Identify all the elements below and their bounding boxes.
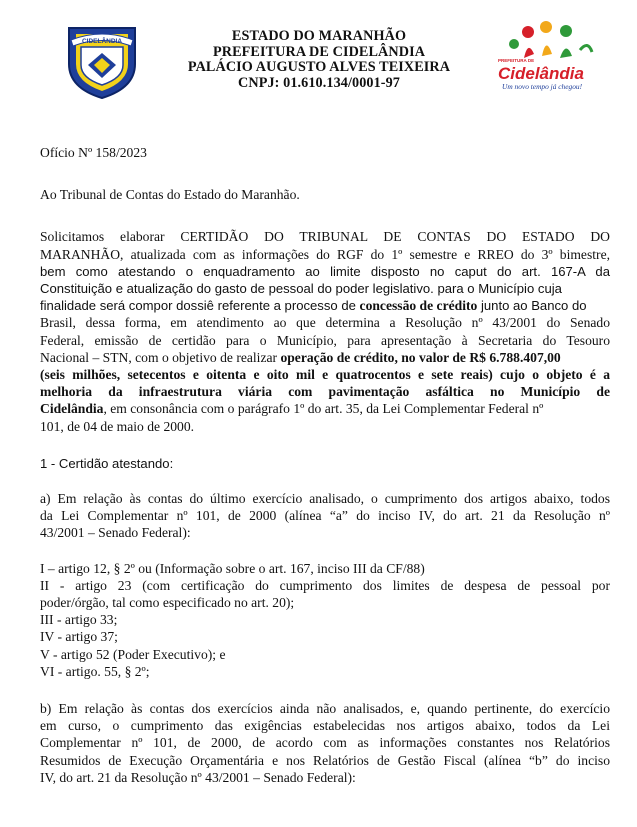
prefecture-name: PREFEITURA DE CIDELÂNDIA: [212, 43, 426, 60]
letterhead-title: [160, 29, 478, 91]
state-name: ESTADO DO MARANHÃO: [231, 28, 407, 44]
item-b-line: IV, do art. 21 da Resolução nº 43/2001 – Senado Federal):: [40, 769, 356, 785]
para1-line: 101, de 04 de maio de 2000.: [40, 418, 195, 434]
para1-text: , em consonância com o parágrafo 1º do art. 35, da Lei Complementar Federal nº: [103, 401, 544, 417]
para1-line: [40, 280, 610, 297]
para1-line: [40, 349, 610, 366]
para1-line: [40, 366, 610, 383]
request-paragraph: [40, 228, 610, 434]
item-a-line: da Lei Complementar nº 101, de 2000 (alínea “a” do inciso IV, do art. 21 da Resolução nº: [40, 508, 610, 524]
list-item: II - artigo 23 (com certificação do cumprimento dos limites de despesa de pessoal por: [40, 577, 610, 593]
list-item: III - artigo 33;: [40, 612, 118, 628]
para1-line: bem como atestando o enquadramento ao limite disposto no caput do art. 167-A da: [40, 263, 610, 279]
item-a-paragraph: [40, 490, 610, 542]
oficio-number: Ofício Nº 158/2023: [40, 145, 147, 160]
letterhead: [0, 0, 637, 115]
para1-line: Federal, emissão de certidão para o Município, para apresentação à Secretaria do Tesouro: [40, 332, 610, 348]
para1-bold: operação de crédito, no valor de R$ 6.788.407,00: [280, 349, 561, 365]
para1-text: Constituição e atualização do gasto de pessoal do poder legislativo.: [40, 281, 434, 297]
palace-name: PALÁCIO AUGUSTO ALVES TEIXEIRA: [187, 59, 451, 75]
item-a-line: 43/2001 – Senado Federal):: [40, 525, 191, 541]
para1-text: Nacional – STN, com o objetivo de realizar: [40, 349, 281, 365]
crest-banner-text: CIDELÂNDIA: [81, 38, 123, 45]
list-item: I – artigo 12, § 2º ou (Informação sobre o art. 167, inciso III da CF/88): [40, 560, 425, 576]
para1-text: junto ao Banco do: [477, 298, 587, 314]
logo-small-text: PREFEITURA DE: [498, 58, 535, 63]
list-item: VI - artigo. 55, § 2º;: [40, 663, 150, 679]
para1-bold: concessão de crédito: [359, 298, 478, 314]
item-b-paragraph: [40, 700, 610, 786]
list-item: IV - artigo 37;: [40, 629, 118, 645]
coat-of-arms-icon: [63, 20, 141, 100]
para1-text: para o Município cuja: [433, 281, 562, 297]
item-b-line: Complementar nº 101, de 2000, de acordo com as informações constantes nos Relatórios: [40, 735, 610, 751]
cnpj-number: CNPJ: 01.610.134/0001-97: [238, 74, 400, 91]
logo-slogan: Um novo tempo já chegou!: [502, 82, 583, 91]
para1-bold: (seis milhões, setecentos e oitenta e oito mil e quatrocentos e sete reais) cujo o objeto é a: [40, 367, 610, 383]
item-a-line: a) Em relação às contas do último exercício analisado, o cumprimento dos artigos abaixo, todos: [40, 491, 610, 507]
section-heading: 1 - Certidão atestando:: [40, 455, 174, 471]
list-item: poder/órgão, tal como especificado no art. 20);: [40, 595, 295, 611]
article-list: [40, 560, 610, 680]
item-b-line: Resumidos de Execução Orçamentária e nos Relatórios de Gestão Fiscal (alínea “b” do inciso: [40, 752, 610, 768]
addressee: Ao Tribunal de Contas do Estado do Maranhão.: [40, 187, 300, 203]
logo-name: Cidelândia: [498, 64, 584, 83]
para1-line: Solicitamos elaborar CERTIDÃO DO TRIBUNAL DE CONTAS DO ESTADO DO: [40, 229, 610, 245]
para1-text: finalidade será compor dossiê referente a processo de: [40, 298, 360, 314]
item-b-line: b) Em relação às contas dos exercícios ainda não analisados, e, quando pertinente, do exercício: [40, 701, 610, 717]
para1-line: Brasil, dessa forma, em atendimento ao que determina a Resolução nº 43/2001 do Senado: [40, 315, 610, 331]
letter-body: [40, 144, 610, 786]
para1-bold: melhoria da infraestrutura viária com pavimentação asfáltica no Município de: [40, 384, 610, 400]
city-logo-icon: [484, 18, 612, 102]
list-item: V - artigo 52 (Poder Executivo); e: [40, 646, 226, 662]
para1-line: MARANHÃO, atualizada com as informações do RGF do 1º semestre e RREO do 3º bimestre,: [40, 246, 610, 262]
para1-bold: Cidelândia: [40, 401, 104, 417]
para1-line: [40, 297, 610, 314]
item-b-line: em curso, o cumprimento das exigências estabelecidas nos artigos abaixo, todos da Lei: [40, 718, 610, 734]
para1-line: [40, 400, 610, 417]
para1-line: [40, 383, 610, 400]
